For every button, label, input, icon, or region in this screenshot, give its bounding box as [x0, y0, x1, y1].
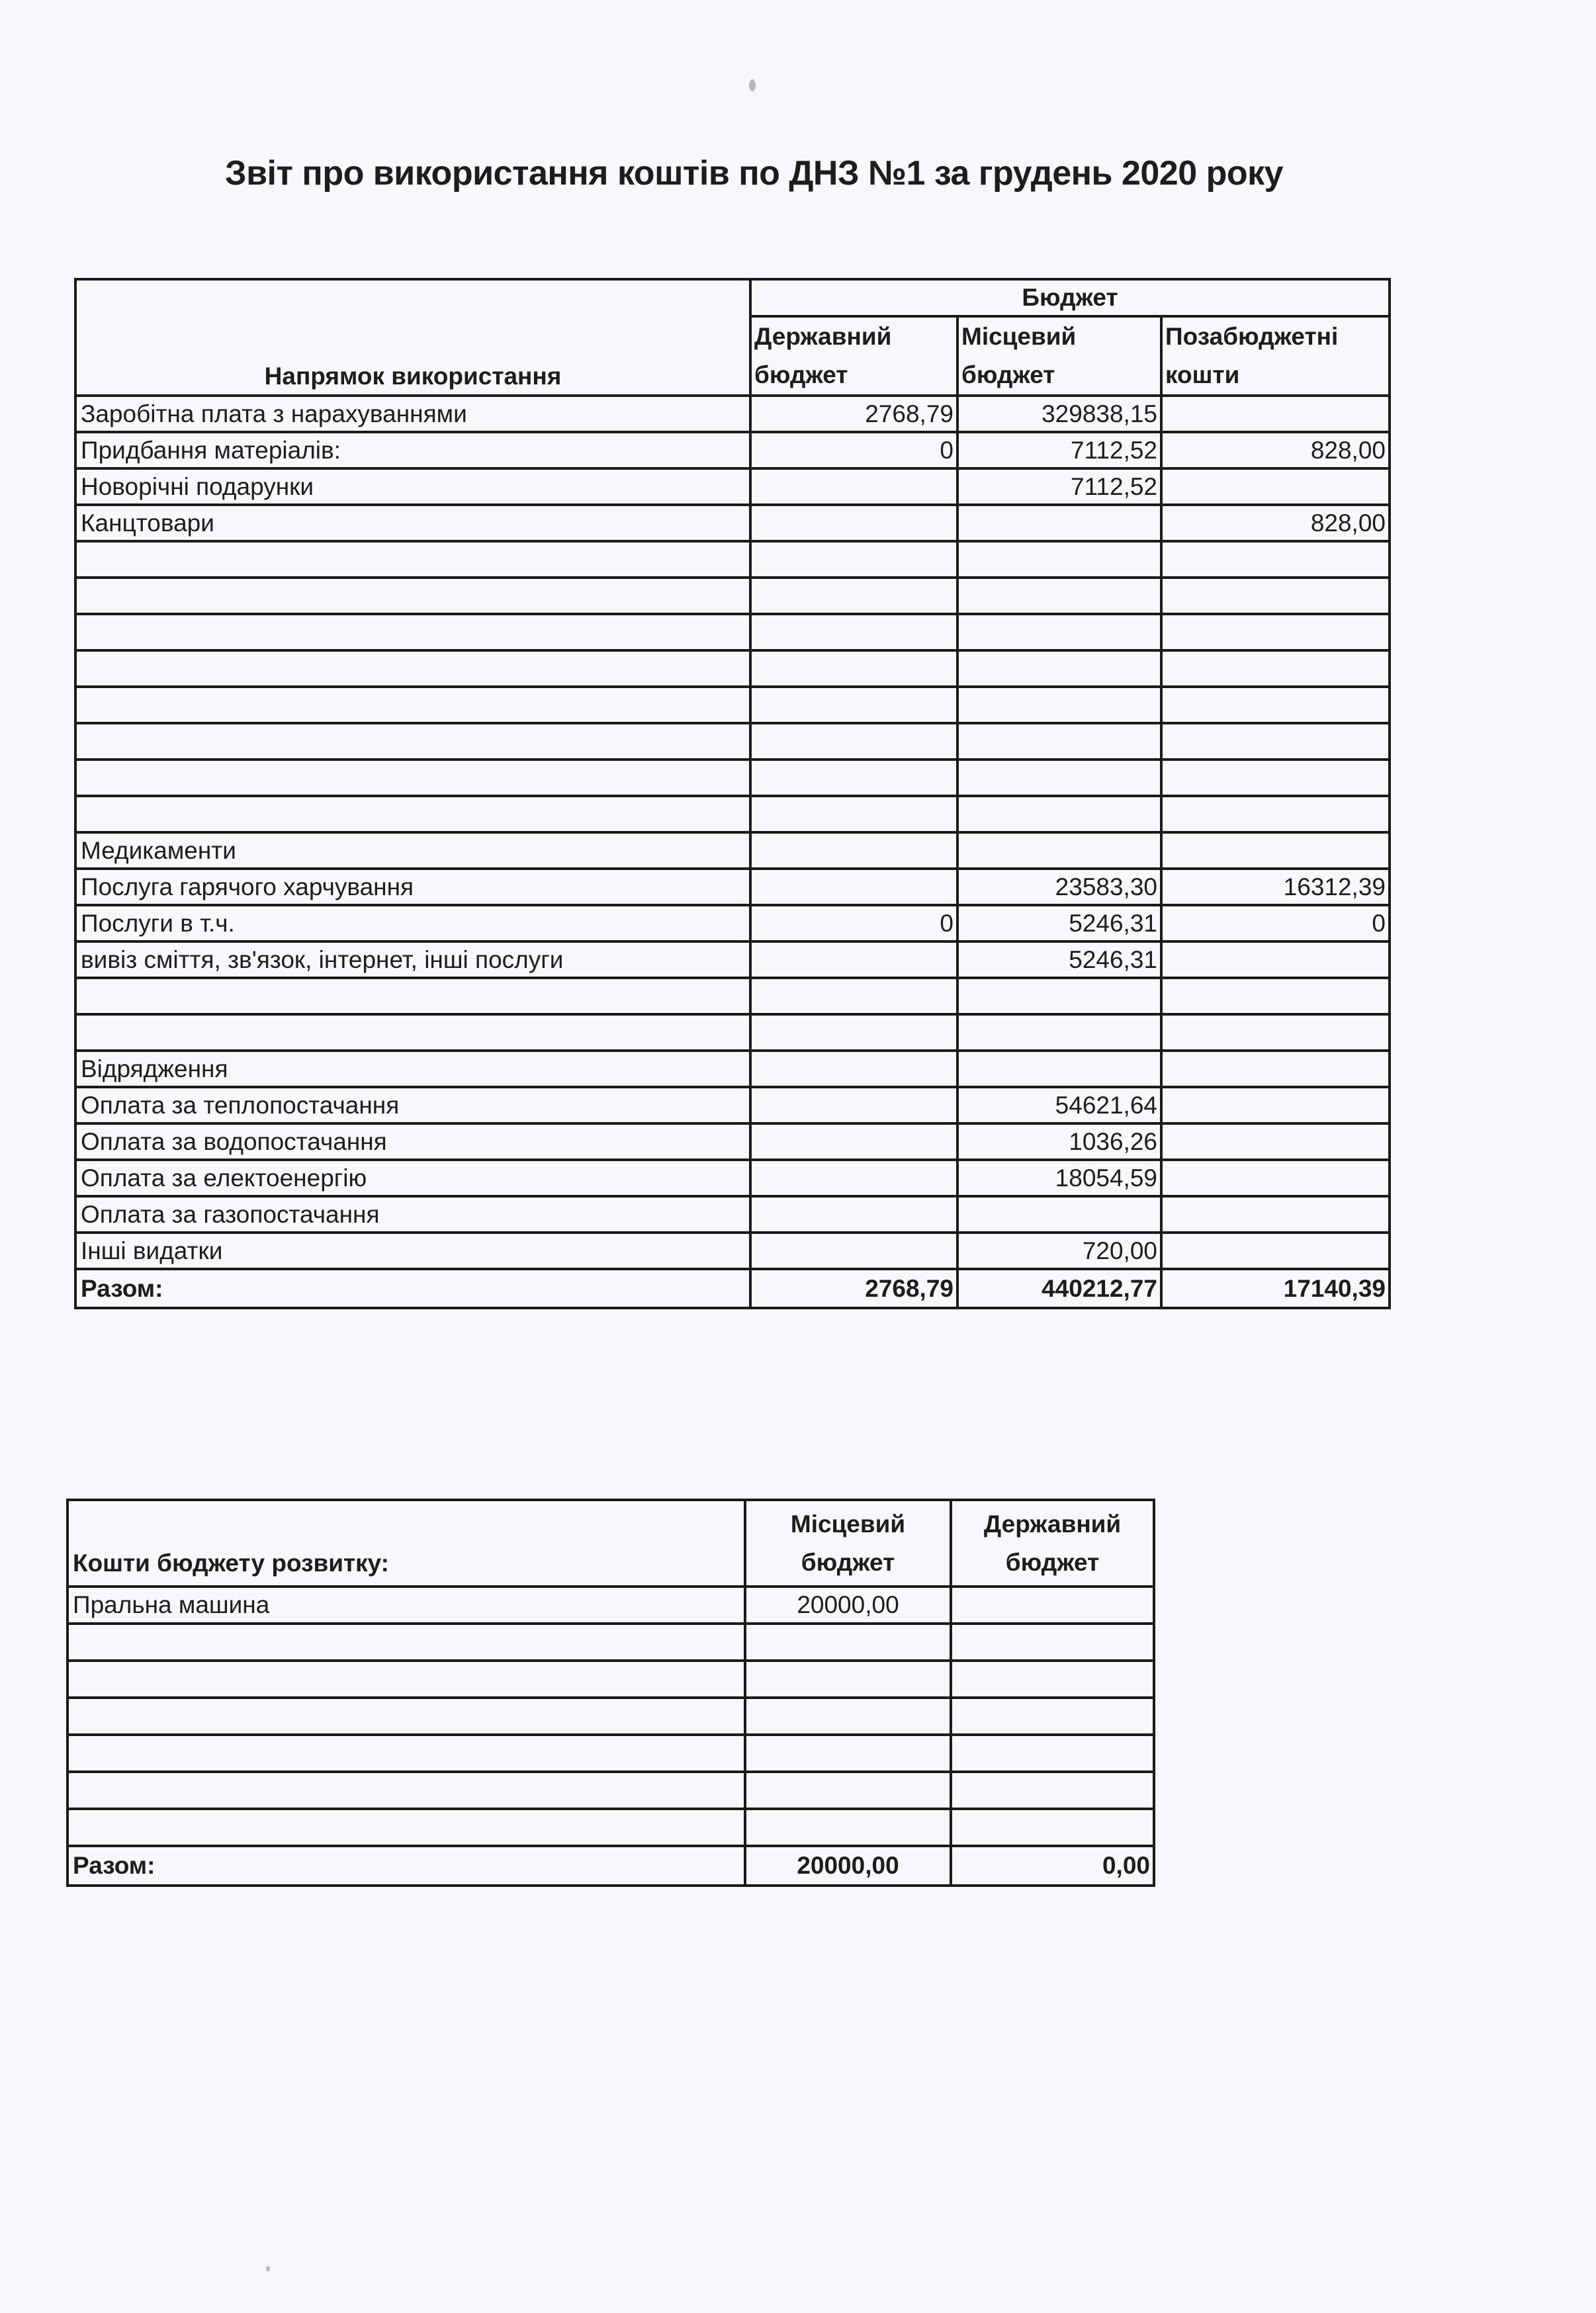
state-budget-cell — [951, 1698, 1154, 1735]
extra-budget-cell — [1161, 1087, 1390, 1123]
state-budget-cell — [750, 505, 957, 541]
table-row — [75, 832, 1390, 869]
extra-budget-cell — [1161, 1123, 1390, 1160]
row-label — [75, 978, 750, 1014]
table-row — [75, 614, 1390, 650]
local-budget-cell — [957, 978, 1161, 1014]
extra-budget-cell — [1161, 578, 1390, 614]
state-budget-cell — [951, 1587, 1154, 1624]
table-row — [67, 1735, 1154, 1772]
table-row — [75, 1014, 1390, 1051]
table-row — [75, 505, 1390, 541]
row-label: Медикаменти — [75, 832, 750, 869]
state-budget-cell: 2768,79 — [750, 396, 957, 432]
extra-budget-cell — [1161, 650, 1390, 687]
row-label — [67, 1735, 745, 1772]
state-budget-cell: 0 — [750, 905, 957, 941]
extra-budget-cell — [1161, 941, 1390, 978]
table-row — [67, 1809, 1154, 1846]
table-row — [75, 869, 1390, 905]
local-budget-cell: 5246,31 — [957, 905, 1161, 941]
table-row — [75, 650, 1390, 687]
local-budget-cell: 54621,64 — [957, 1087, 1161, 1123]
row-label — [67, 1698, 745, 1735]
row-label — [75, 578, 750, 614]
state-budget-cell — [750, 578, 957, 614]
table-row — [75, 760, 1390, 796]
state-budget-cell — [951, 1772, 1154, 1809]
local-budget-cell: 7112,52 — [957, 468, 1161, 505]
extra-budget-cell — [1161, 760, 1390, 796]
table-row — [75, 541, 1390, 578]
extra-budget-cell — [1161, 1014, 1390, 1051]
extra-budget-cell — [1161, 723, 1390, 760]
local-budget-cell: 23583,30 — [957, 869, 1161, 905]
table-row — [67, 1661, 1154, 1698]
extra-budget-cell — [1161, 687, 1390, 723]
table-row — [75, 1051, 1390, 1087]
local-budget-cell — [957, 832, 1161, 869]
row-label: Придбання матеріалів: — [75, 432, 750, 468]
row-label: Оплата за газопостачання — [75, 1196, 750, 1233]
row-label: Відрядження — [75, 1051, 750, 1087]
state-budget-cell — [750, 723, 957, 760]
row-label — [75, 1014, 750, 1051]
scan-speck — [749, 79, 756, 91]
local-budget-cell — [957, 541, 1161, 578]
local-budget-cell — [957, 614, 1161, 650]
header-state-budget: Державний бюджет — [750, 316, 957, 396]
extra-budget-cell — [1161, 1196, 1390, 1233]
total-state-budget: 2768,79 — [750, 1269, 957, 1308]
table-row — [75, 941, 1390, 978]
state-budget-cell — [750, 941, 957, 978]
row-label — [75, 541, 750, 578]
extra-budget-cell: 828,00 — [1161, 432, 1390, 468]
state-budget-cell — [951, 1661, 1154, 1698]
row-label — [67, 1809, 745, 1846]
local-budget-cell — [745, 1735, 951, 1772]
row-label: Новорічні подарунки — [75, 468, 750, 505]
extra-budget-cell — [1161, 541, 1390, 578]
local-budget-cell — [957, 1051, 1161, 1087]
row-label — [75, 760, 750, 796]
local-budget-cell — [957, 650, 1161, 687]
extra-budget-cell: 16312,39 — [1161, 869, 1390, 905]
table-row — [75, 1160, 1390, 1196]
row-label — [67, 1661, 745, 1698]
row-label: вивіз сміття, зв'язок, інтернет, інші послуги — [75, 941, 750, 978]
state-budget-cell — [750, 1123, 957, 1160]
table-row — [67, 1698, 1154, 1735]
extra-budget-cell — [1161, 978, 1390, 1014]
header-local-budget: Місцевий бюджет — [957, 316, 1161, 396]
header-budget-group: Бюджет — [750, 279, 1390, 316]
row-label — [75, 796, 750, 832]
local-budget-cell — [957, 1014, 1161, 1051]
row-label — [67, 1624, 745, 1661]
extra-budget-cell — [1161, 396, 1390, 432]
table-row — [75, 1123, 1390, 1160]
state-budget-cell — [750, 1014, 957, 1051]
state-budget-cell: 0 — [750, 432, 957, 468]
state-budget-cell — [750, 1160, 957, 1196]
total-label: Разом: — [75, 1269, 750, 1308]
extra-budget-cell — [1161, 1233, 1390, 1269]
table-row — [75, 578, 1390, 614]
table-row — [75, 687, 1390, 723]
extra-budget-cell — [1161, 1160, 1390, 1196]
table-row — [75, 1196, 1390, 1233]
extra-budget-cell — [1161, 614, 1390, 650]
table-row — [75, 1087, 1390, 1123]
row-label — [75, 650, 750, 687]
row-label: Оплата за теплопостачання — [75, 1087, 750, 1123]
extra-budget-cell — [1161, 1051, 1390, 1087]
table-row — [67, 1624, 1154, 1661]
total-state-budget: 0,00 — [951, 1846, 1154, 1886]
table-row — [75, 1233, 1390, 1269]
local-budget-cell: 18054,59 — [957, 1160, 1161, 1196]
state-budget-cell — [750, 1087, 957, 1123]
local-budget-cell — [957, 687, 1161, 723]
table-row — [75, 468, 1390, 505]
local-budget-cell — [957, 578, 1161, 614]
row-label: Інші видатки — [75, 1233, 750, 1269]
header-direction: Напрямок використання — [75, 279, 750, 396]
local-budget-cell — [957, 760, 1161, 796]
local-budget-cell — [957, 505, 1161, 541]
local-budget-cell: 329838,15 — [957, 396, 1161, 432]
local-budget-cell — [745, 1624, 951, 1661]
state-budget-cell — [750, 614, 957, 650]
row-label: Оплата за електоенергію — [75, 1160, 750, 1196]
state-budget-cell — [750, 468, 957, 505]
local-budget-cell: 20000,00 — [745, 1587, 951, 1624]
scan-speck — [266, 2266, 270, 2271]
row-label — [75, 687, 750, 723]
local-budget-cell: 1036,26 — [957, 1123, 1161, 1160]
extra-budget-cell: 828,00 — [1161, 505, 1390, 541]
state-budget-cell — [951, 1735, 1154, 1772]
local-budget-cell: 7112,52 — [957, 432, 1161, 468]
local-budget-cell — [745, 1698, 951, 1735]
extra-budget-cell — [1161, 468, 1390, 505]
local-budget-cell — [957, 1196, 1161, 1233]
table-row — [75, 723, 1390, 760]
header-local-budget: Місцевий бюджет — [745, 1500, 951, 1587]
state-budget-cell — [750, 978, 957, 1014]
total-local-budget: 20000,00 — [745, 1846, 951, 1886]
state-budget-cell — [750, 650, 957, 687]
state-budget-cell — [750, 796, 957, 832]
table-row — [75, 396, 1390, 432]
local-budget-cell — [957, 796, 1161, 832]
extra-budget-cell — [1161, 832, 1390, 869]
row-label: Канцтовари — [75, 505, 750, 541]
local-budget-cell: 720,00 — [957, 1233, 1161, 1269]
header-state-budget: Державний бюджет — [951, 1500, 1154, 1587]
table-row — [75, 905, 1390, 941]
table-row — [75, 978, 1390, 1014]
table-row — [67, 1587, 1154, 1624]
state-budget-cell — [951, 1624, 1154, 1661]
state-budget-cell — [750, 687, 957, 723]
state-budget-cell — [750, 1196, 957, 1233]
row-label: Оплата за водопостачання — [75, 1123, 750, 1160]
row-label: Послуга гарячого харчування — [75, 869, 750, 905]
development-budget-table — [66, 1499, 1155, 1887]
total-row — [67, 1846, 1154, 1886]
local-budget-cell — [745, 1772, 951, 1809]
state-budget-cell — [750, 760, 957, 796]
row-label — [67, 1772, 745, 1809]
extra-budget-cell: 0 — [1161, 905, 1390, 941]
total-extra-budget: 17140,39 — [1161, 1269, 1390, 1308]
row-label: Пральна машина — [67, 1587, 745, 1624]
extra-budget-cell — [1161, 796, 1390, 832]
local-budget-cell — [957, 723, 1161, 760]
state-budget-cell — [750, 1233, 957, 1269]
row-label: Заробітна плата з нарахуваннями — [75, 396, 750, 432]
row-label — [75, 614, 750, 650]
state-budget-cell — [951, 1809, 1154, 1846]
header-development-funds: Кошти бюджету розвитку: — [67, 1500, 745, 1587]
document-title: Звіт про використання коштів по ДНЗ №1 за грудень 2020 року — [225, 154, 1284, 193]
state-budget-cell — [750, 869, 957, 905]
table-row — [67, 1772, 1154, 1809]
state-budget-cell — [750, 541, 957, 578]
total-row — [75, 1269, 1390, 1308]
row-label: Послуги в т.ч. — [75, 905, 750, 941]
table-row — [75, 796, 1390, 832]
local-budget-cell: 5246,31 — [957, 941, 1161, 978]
local-budget-cell — [745, 1661, 951, 1698]
total-label: Разом: — [67, 1846, 745, 1886]
state-budget-cell — [750, 1051, 957, 1087]
row-label — [75, 723, 750, 760]
state-budget-cell — [750, 832, 957, 869]
table-row — [75, 432, 1390, 468]
header-extra-budget: Позабюджетні кошти — [1161, 316, 1390, 396]
expenditure-table — [74, 278, 1391, 1309]
total-local-budget: 440212,77 — [957, 1269, 1161, 1308]
local-budget-cell — [745, 1809, 951, 1846]
